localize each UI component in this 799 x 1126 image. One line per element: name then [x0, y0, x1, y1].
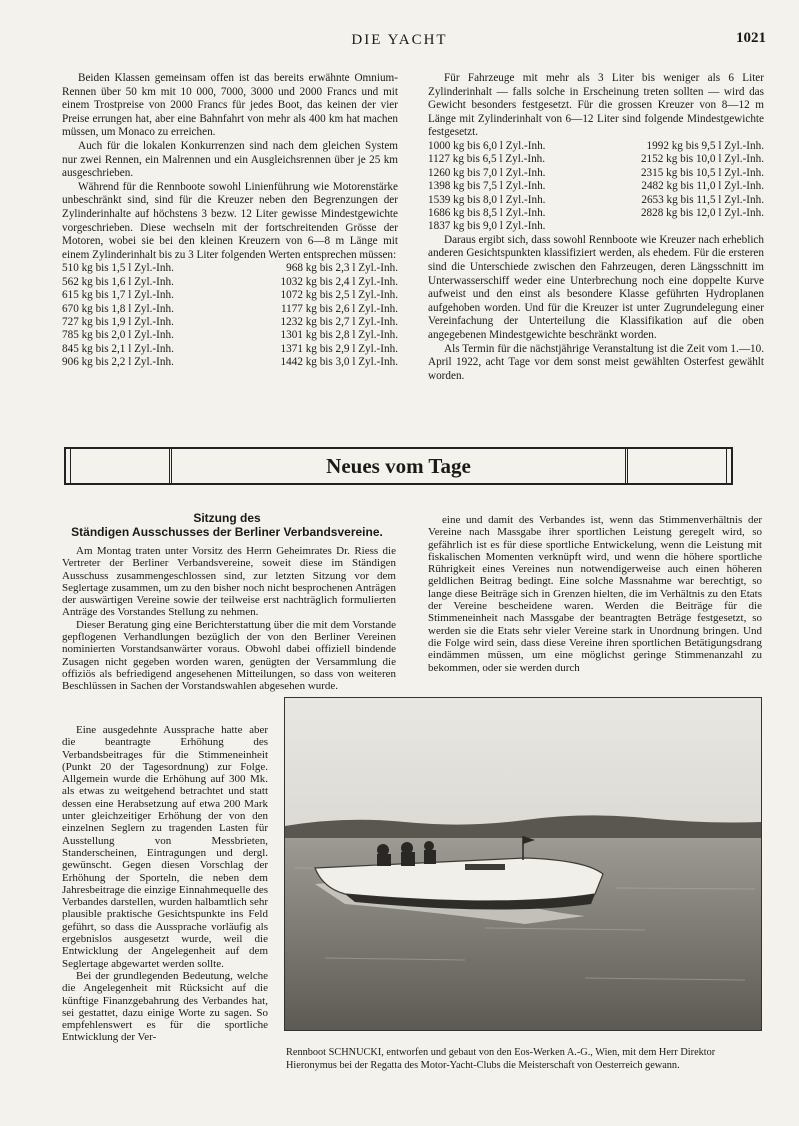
table-row [428, 153, 764, 166]
paragraph: Eine ausgedehnte Aussprache hatte aber die beantragte Erhöhung des Verbandsbeitrages für die Stimmeneinheit (Punkt 20 der Tagesordnung) zur Folge. Allgemein wurde die Erhöhung auf 300 Mk. als etwas zu weitgehend betrachtet und statt dessen eine Herabsetzung auf etwa 200 Mark unter gleichzeitiger Erhöhung der von den einzelnen Seglern zu tragenden Lasten für Ausstellung von Messbrieten, Standerscheinen, Eintragungen und dergl. gewünscht. Gegen diesen Vorschlag der Erhöhung der Sporteln, die neben dem Jahresbeitrage die einzige Einnahmequelle des Verbandes darstellen, wurden halbamtlich sehr plausible praktische Gesichtspunkte ins Feld geführt, so dass die Aussprache vorläufig als ergebnislos ausgesetzt wurde, weil die Entwicklung der Angelegenheit auf dem Seglertage abgewartet werden sollte. [62, 724, 268, 970]
speedboat-image [285, 698, 761, 1030]
paragraph: Am Montag traten unter Vorsitz des Herrn Geheimrates Dr. Riess die Vertreter der Berliner Verbandsvereine, soweit diese im Ständigen Ausschuss zusammengeschlossen sind, zur letzten Sitzung vor dem Seglertage zusammen, um zu den bisher noch nicht besprochenen Anträgen der auswärtigen Vereine sowie der teilweise erst nachträglich formulierten Anträge des Vorstandes Stellung zu nehmen. [62, 545, 396, 619]
table-cell: 1398 kg bis 7,5 l Zyl.-Inh. [428, 180, 546, 193]
table-row [62, 289, 398, 302]
paragraph: eine und damit des Verbandes ist, wenn das Stimmenverhältnis der Vereine nach Massgabe ihrer sportlichen Leistung geregelt wird, so gefährlich ist es für diese sportliche Entwickelung, wenn die Leistung mit fiskalischen Momenten verknüpft wird, und wenn die höhere sportliche Rührigkeit eines Vereines nun notwendigerweise auch einen höheren geldlichen Beitrag bedingt. Eine solche Massnahme war berechtigt, so lange diese Beiträge sich in Grenzen hielten, die im Verhältnis zu den Etats der Vereine bescheidene waren. Werden die Beiträge für die Stimmeneinheit nach Massgabe der beantragten Beträge festgesetzt, so werden sie die Etats sehr vieler Vereine stark in Unordnung bringen. Und die Folge wird sein, dass diese Vereine ihren sportlichen Betätigungsdrang eindämmen müssen, um eine möglichst geringe Stimmenanzahl zu bekommen, oder sie werden durch [428, 514, 762, 674]
table-cell: 1032 kg bis 2,4 l Zyl.-Inh. [280, 275, 398, 288]
table-row [428, 220, 764, 233]
table-row [62, 262, 398, 275]
table-cell: 1000 kg bis 6,0 l Zyl.-Inh. [428, 139, 546, 152]
table-row [428, 167, 764, 180]
table-cell: 1177 kg bis 2,6 l Zyl.-Inh. [280, 302, 398, 315]
table-cell: 1371 kg bis 2,9 l Zyl.-Inh. [280, 342, 398, 355]
table-cell: 968 kg bis 2,3 l Zyl.-Inh. [286, 262, 398, 275]
article-left-column-bottom [62, 724, 268, 1044]
paragraph: Beiden Klassen gemeinsam offen ist das bereits erwähnte Omnium-Rennen über 50 km mit 10 000, 7000, 3000 und 2000 Francs und mit einem Trostpreise von 2000 Francs für jedes Boot, das keinen der vier Preise errungen hat, aber eine Bahnfahrt von mehr als 400 km hat machen müssen, um Monaco zu erreichen. [62, 72, 398, 139]
table-row [62, 356, 398, 369]
article-right-column [428, 514, 762, 674]
paragraph: Als Termin für die nächstjährige Veranstaltung ist die Zeit vom 1.—10. April 1922, acht Tage vor dem sonst meist gewählten Osterfest gewählt worden. [428, 342, 764, 382]
table-row [62, 303, 398, 316]
section-banner [64, 447, 733, 485]
weight-table-small [62, 262, 398, 369]
table-cell: 1301 kg bis 2,8 l Zyl.-Inh. [280, 329, 398, 342]
table-cell: 1837 kg bis 9,0 l Zyl.-Inh. [428, 220, 546, 233]
paragraph: Daraus ergibt sich, dass sowohl Rennboote wie Kreuzer nach erheblich anderen Gesichtspunkten klassifiziert werden, als ehedem. Für die ersteren sind die Unterschiede zwischen den Fahrzeugen, deren Längsschnitt im Unterwasserschiff weder eine Unterbrechung noch eine doppelte Kurve aufweist und den einst als besondere Klasse geführten Hydroplanen aufgehoben worden. Und für die Kreuzer ist unter Zugrundelegung einer Vereinfachung der Unterteilung die Klassifikation auf die oben angegebenen Mindestgewichte beschränkt worden. [428, 233, 764, 341]
table-cell: 1992 kg bis 9,5 l Zyl.-Inh. [646, 139, 764, 152]
journal-title: DIE YACHT [351, 32, 448, 48]
table-cell: 2315 kg bis 10,5 l Zyl.-Inh. [640, 166, 764, 179]
paragraph: Dieser Beratung ging eine Berichterstattung über die mit dem Vorstande gepflogenen Verhandlungen bezüglich der von den Berliner Vereinen nominierten Vorstandsanwärter voraus. Obwohl dabei offiziell bindende Zusagen nicht gegeben worden waren, genügten der Versammlung die offiziös als befriedigend angesehenen Mitteilungen, so dass von weiteren Beschlüssen in Sachen der Vorstandswahlen abgesehen wurde. [62, 618, 396, 693]
table-cell [592, 220, 764, 233]
table-cell: 2653 kg bis 11,5 l Zyl.-Inh. [641, 193, 764, 206]
table-cell: 1232 kg bis 2,7 l Zyl.-Inh. [280, 315, 398, 328]
left-top-column [62, 72, 398, 370]
table-cell: 1442 kg bis 3,0 l Zyl.-Inh. [280, 356, 398, 369]
page-number: 1021 [736, 30, 766, 46]
right-top-column [428, 72, 764, 383]
table-row [428, 207, 764, 220]
paragraph: Während für die Rennboote sowohl Linienführung wie Motorenstärke unbeschränkt sind, sind für die Kreuzer neben den Begrenzungen der Zylinderinhalte auf höchstens 3 bezw. 12 Liter gewisse Mindestgewichte vorgeschrieben. Diese wechseln mit der fortschreitenden Grösse der Motoren, wobei sie bei den kleinen Kreuzern von 6—8 m Länge mit einem Zylinderinhalt bis zu 3 Liter folgenden Werten entsprechen müssen: [62, 180, 398, 261]
table-row [428, 194, 764, 207]
table-row [62, 329, 398, 342]
table-cell: 1686 kg bis 8,5 l Zyl.-Inh. [428, 207, 546, 219]
article-left-column-top [62, 545, 396, 693]
paragraph: Bei der grundlegenden Bedeutung, welche die Angelegenheit mit Rücksicht auf die künftige Finanzgebahrung des Verbandes hat, sei gestattet, dazu einige Worte zu sagen. So empfehlenswert es für die sportliche Entwicklung der Ver- [62, 969, 268, 1044]
section-title: Neues vom Tage [326, 454, 471, 478]
photo-caption: Rennboot SCHNUCKI, entworfen und gebaut von den Eos-Werken A.-G., Wien, mit dem Herr Direktor Hieronymus bei der Regatta des Motor-Yacht-Clubs die Meisterschaft von Oesterreich gewann. [286, 1047, 716, 1071]
article-title [60, 511, 394, 539]
article-title-line: Ständigen Ausschusses der Berliner Verbandsvereine. [71, 525, 383, 539]
table-cell: 670 kg bis 1,8 l Zyl.-Inh. [62, 302, 174, 315]
table-cell: 1127 kg bis 6,5 l Zyl.-Inh. [428, 153, 546, 166]
paragraph: Auch für die lokalen Konkurrenzen sind nach dem gleichen System nur zwei Rennen, ein Malrennen und ein Ausgleichsrennen über je 25 km ausgeschrieben. [62, 139, 398, 180]
table-cell: 1260 kg bis 7,0 l Zyl.-Inh. [428, 166, 546, 179]
table-row [62, 316, 398, 329]
paragraph: Für Fahrzeuge mit mehr als 3 Liter bis weniger als 6 Liter Zylinderinhalt — falls solche in Erscheinung treten sollten — wird das Gewicht besonders festgesetzt. Für die grossen Kreuzer von 8—12 m Länge mit Zylinderinhalt von 6—12 Liter sind folgende Mindestgewichte festgesetzt. [428, 72, 764, 139]
table-cell: 1072 kg bis 2,5 l Zyl.-Inh. [280, 289, 398, 302]
table-row [62, 343, 398, 356]
table-cell: 510 kg bis 1,5 l Zyl.-Inh. [62, 262, 174, 275]
table-row [428, 140, 764, 153]
table-cell: 562 kg bis 1,6 l Zyl.-Inh. [62, 275, 174, 288]
table-cell: 845 kg bis 2,1 l Zyl.-Inh. [62, 342, 174, 355]
table-row [428, 180, 764, 193]
table-cell: 615 kg bis 1,7 l Zyl.-Inh. [62, 289, 174, 302]
table-cell: 785 kg bis 2,0 l Zyl.-Inh. [62, 329, 174, 342]
article-title-line: Sitzung des [193, 511, 261, 525]
table-cell: 906 kg bis 2,2 l Zyl.-Inh. [62, 356, 174, 369]
weight-table-large [428, 140, 764, 234]
table-row [62, 276, 398, 289]
table-cell: 2152 kg bis 10,0 l Zyl.-Inh. [640, 153, 764, 166]
table-cell: 2828 kg bis 12,0 l Zyl.-Inh. [640, 207, 764, 219]
boat-photograph [284, 697, 762, 1031]
table-cell: 1539 kg bis 8,0 l Zyl.-Inh. [428, 193, 546, 206]
table-cell: 2482 kg bis 11,0 l Zyl.-Inh. [641, 180, 764, 193]
table-cell: 727 kg bis 1,9 l Zyl.-Inh. [62, 315, 174, 328]
